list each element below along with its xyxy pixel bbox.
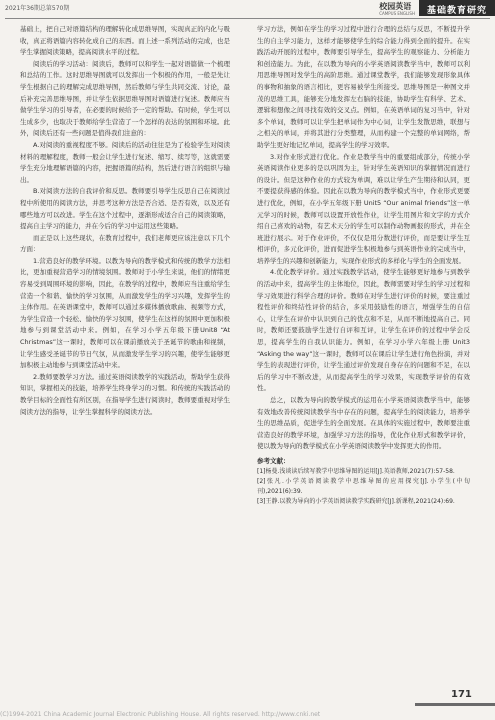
- column-title: 基础教育研究: [419, 0, 495, 16]
- references-heading: 参考文献：: [257, 456, 290, 465]
- paragraph: 3.对作业形式进行优化。作业是教学当中的重要组成部分，传统小学英语阅读作业更多的是以巩固为主，针对学生英语知识的掌握情况而进行的设计。但是这种作业的方式较为单调，难以让学生产生期待和认同，更不要提获得感的体验。因此在以教为导向的教学模式当中，作业形式更要进行优化，例如，在小学五年级下册 Unit5 “Our animal friends”这一单元学习的时候，教师可以设置开放性作业，让学生用图片和文字的方式介绍自己喜欢的动物，有艺术天分的学生可以制作动物画报的形式，并在全班进行展示。对于作业评价，不仅仅是用分数进行评价，而是要让学生互相评价，多元化评价，进而促进学生积极地参与到英语作业的完成当中，培养学生的兴趣和创新能力，实现作业形式的多样化与学生的全面发展。: [257, 152, 470, 265]
- journal-logo: [375, 0, 495, 16]
- paragraph: 基础上，把自己对语篇结构的理解转化成思维导图，实现真正的内化与吸收，真正将语篇内容转化成自己的东西。而上述一系列活动的完成，也是学生掌握阅读策略，提高阅读水平的过程。: [20, 25, 230, 57]
- campus-name: 校园英语: [379, 2, 412, 11]
- references: [257, 456, 470, 507]
- reference-item: [1]杨曼.浅谈读后续写教学中思维导图的运用[J].英语教师,2021(7):57-58.: [257, 467, 455, 475]
- paragraph: B.对阅读方法的自我评价和反思。教师要引导学生反思自己在阅读过程中所使用的阅读方法，并思考这种方法是否合适、是否有效，以及还有哪些地方可以改进。学生在这个过程中，逐渐形成适合自己的阅读策略，提高自主学习的能力，并在今后的学习中运用这些策略。: [20, 187, 230, 231]
- issue-label: 2021年36期总第570期: [5, 5, 70, 12]
- paragraph: 2.教师要教学习方法。通过英语阅读教学的实践活动，帮助学生获得知识，掌握相关的技能，培养学生终身学习的习惯。和传统的实践活动的教学目标的全面性有所区别，在指导学生进行阅读时，教师要重视对学生阅读方法的指导，让学生掌握科学的阅读方法。: [20, 372, 230, 416]
- reference-item: [2]张凡.小学英语阅读教学中思维导图的应用探究[J].小学生(中旬刊),2021(6):39.: [257, 477, 470, 495]
- page-number: 171: [451, 689, 472, 700]
- paragraph: 而正是以上这些现状，在教育过程中，我们老师更应该注意以下几个方面：: [20, 233, 230, 254]
- reference-item: [3]王静.以教为导向的小学英语阅读教学实践研究[J].新课程,2021(24):69.: [257, 497, 455, 505]
- left-column: [20, 24, 230, 669]
- paragraph: A.对阅读的重视程度不够。阅读后的活动往往是为了检验学生对阅读材料的理解程度，教师一般会让学生进行复述、缩写、续写等，这就需要学生充分地理解语篇的内容，把握语篇的结构，然后进行语言的组织与输出。: [20, 140, 230, 184]
- page-number-bar: [415, 703, 495, 706]
- paragraph: 4.优化教学评价。通过实践教学活动，使学生能够更好地参与到教学的活动中来，提高学生的主体地位，因此，教师需要对学生的学习过程和学习效果进行科学合理的评价。教师在对学生进行评价的时候，要注重过程性评价和终结性评价的结合，多采用鼓励性的语言，增强学生的自信心，让学生在评价中认识到自己的优点和不足，从而不断地提高自己。同时，教师还要鼓励学生进行自评和互评，让学生在评价的过程中学会反思，提高学生的自我认识能力。例如，在学习小学六年级上册 Unit3 “Asking the way”这一课时，教师可以在课后让学生进行角色扮演，并对学生的表现进行评价，让学生通过评价发现自身存在的问题和不足，在以后的学习中不断改进，从而提高学生的学习效果，实现教学评价的有效性。: [257, 268, 470, 393]
- paragraph: 1.营造良好的教学环境。以教为导向的教学模式和传统的教学方法相比，更加重视营造学习的情境氛围。教师对于小学生来说，他们的情绪更容易受到周围环境的影响，因此，在教学的过程中，教师应当注重给学生营造一个和谐、愉快的学习氛围，从而激发学生的学习兴趣，发挥学生的主体作用。在英语课堂中，教师可以通过多媒体播放歌曲、视频等方式，为学生营造一个轻松、愉快的学习氛围，使学生在这样的氛围中更加积极地参与到课堂活动中来。例如，在学习小学五年级下册Unit8 “At Christmas”这一课时，教师可以在课前播放关于圣诞节的歌曲和视频，让学生感受圣诞节的节日气氛，从而激发学生学习的兴趣，使学生能够更加积极主动地参与到课堂活动中来。: [20, 256, 230, 370]
- copyright-footer: (C)1994-2021 China Academic Journal Electronic Publishing House. All rights reserved. http://www.cnki.net: [0, 711, 321, 718]
- campus-sub: CAMPUS ENGLISH: [379, 11, 415, 16]
- campus-english-logo: [375, 0, 419, 16]
- paragraph: 学习方法，例如在学生的学习过程中进行合理的总结与反思，不断提升学生的自主学习能力，这样才能够使学生的综合能力得到全面的提升。在实践活动开展的过程中，教师要引导学生，提高学生的观察能力、分析能力和创造能力。为此，在以教为导向的小学英语阅读教学当中，教师可以利用思维导图对发学生的高阶思维。通过课堂教学，我们能够发现形象具体的事物和抽象的语言相比，更容易被学生所接受。思维导图是一种图文并茂的思维工具，能够充分地发挥左右脑的技能，协助学生有科学、艺术、逻辑和想像之间寻找有效的交叉点。例如，在英语单词的复习当中，针对多个单词，教师可以让学生把单词作为中心词，让学生发散思维，联想与之相关的单词，并将其进行分类整理，从而构建一个完整的单词网络，帮助学生更好地记忆单词，提高学生的学习效率。: [257, 25, 470, 149]
- paragraph: 总之，以教为导向的教学模式的运用在小学英语阅读教学当中，能够有效地改善传统阅读教学当中存在的问题，提高学生的阅读能力，培养学生的思维品质，促进学生的全面发展。在具体的实施过程中，教师要注重营造良好的教学环境，加强学习方法的指导，优化作业形式和教学评价，使以教为导向的教学模式在小学英语阅读教学中发挥更大的作用。: [257, 396, 470, 451]
- header-rule: [5, 18, 490, 19]
- paragraph: 阅读后的学习活动：阅读后，教师可以和学生一起对语篇做一个梳理和总结的工作。这时思维导图就可以发挥出一个积极的作用，一般是先让学生根据自己的理解完成思维导图，然后教师与学生共同交流、讨论，最后补充完善思维导图，并让学生依据思维导图对语篇进行复述。教师应当做学生学习的引导者，在必要的时候给予一定的帮助。有时候，学生可以生成多少，也取决于教师给学生营造了一个怎样的表达的氛围和环境。此外，阅读后还有一些问题是值得我们注意的：: [20, 59, 230, 138]
- page-header: [0, 0, 495, 16]
- right-column: [257, 24, 470, 669]
